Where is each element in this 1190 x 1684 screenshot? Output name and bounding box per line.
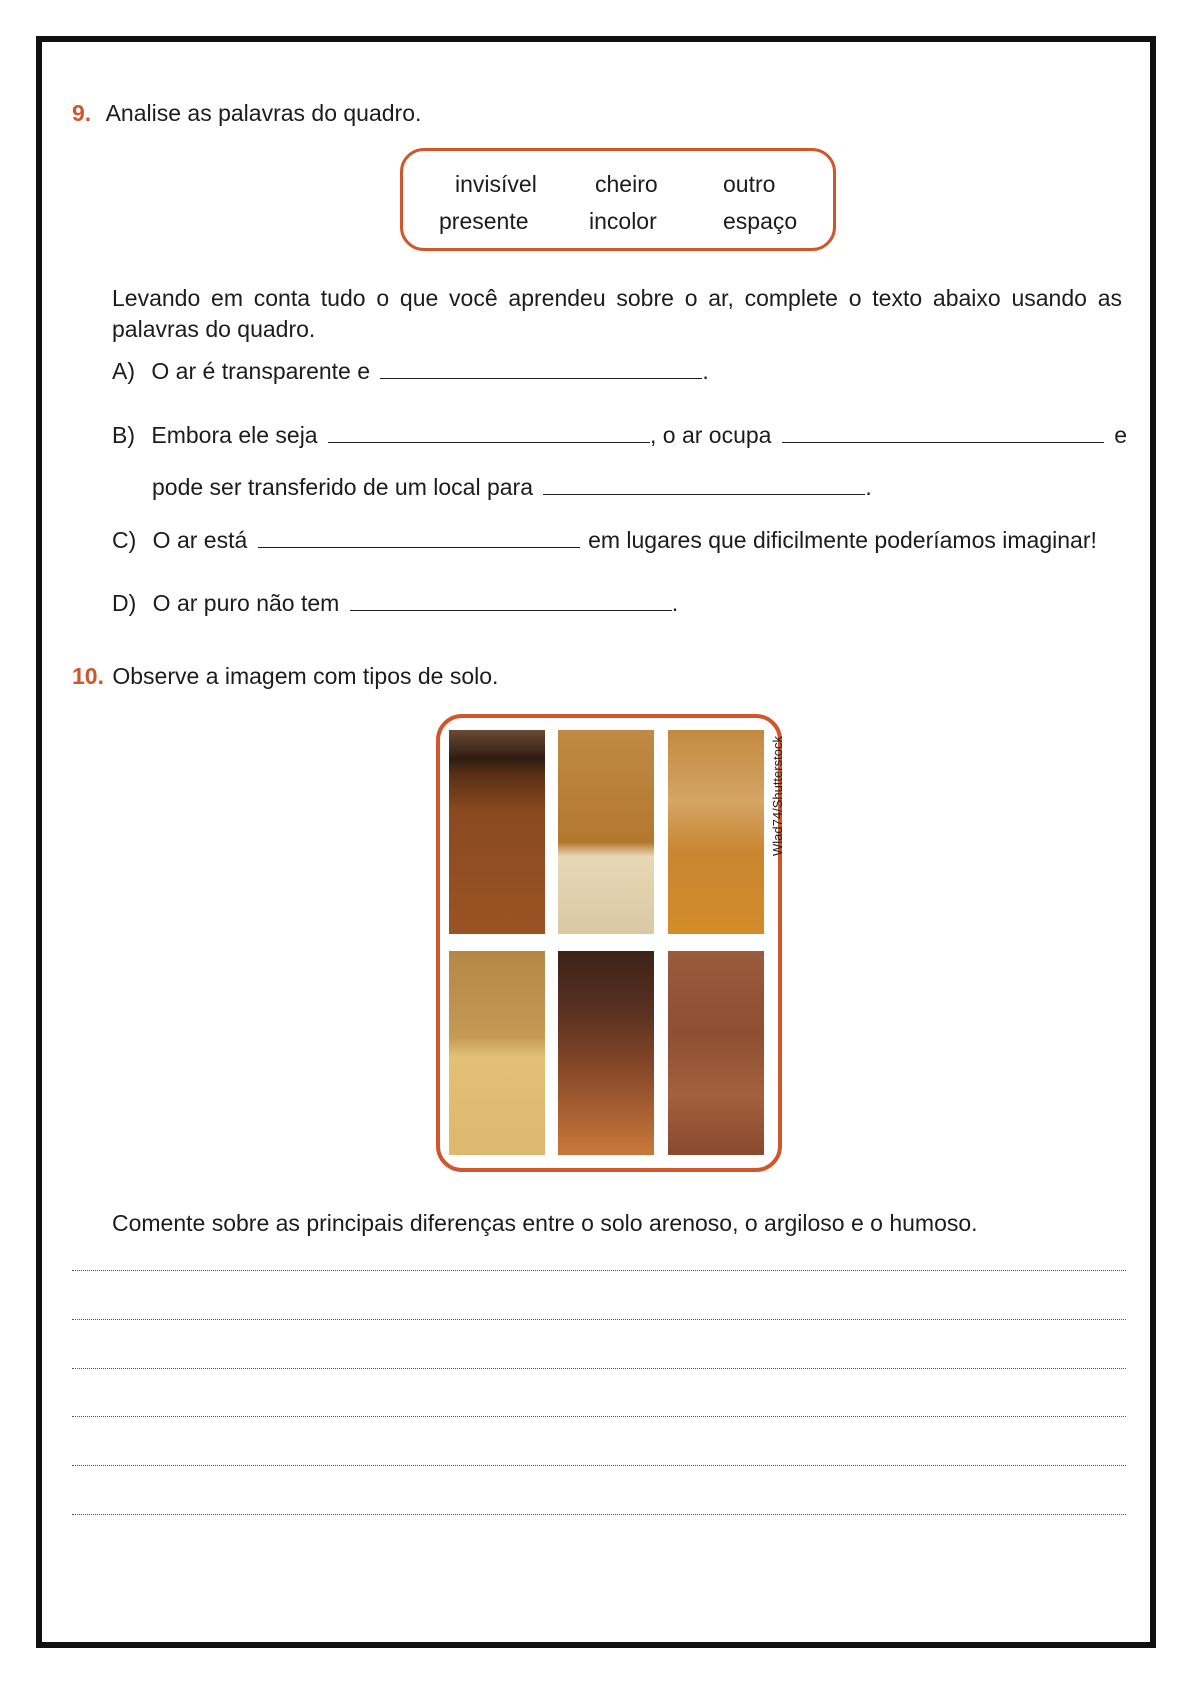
question-title: Observe a imagem com tipos de solo. <box>112 663 499 689</box>
item-end: . <box>671 590 679 616</box>
word-box <box>400 148 836 251</box>
soil-sample-image <box>558 951 654 1155</box>
word: cheiro <box>595 171 658 197</box>
word: espaço <box>723 208 798 234</box>
image-credit: Wlad74/Shutterstock <box>770 736 785 856</box>
instruction-text: Levando em conta tudo o que você aprendeu sobre o ar, complete o texto abaixo usando as palavras do quadro. <box>112 285 1122 342</box>
soil-sample-image <box>558 730 654 934</box>
item-text: O ar é transparente e <box>151 358 371 384</box>
item-text: O ar está <box>152 527 248 553</box>
answer-blank[interactable] <box>350 590 672 611</box>
answer-line[interactable] <box>72 1270 1126 1271</box>
question-9-heading <box>72 100 421 127</box>
word: presente <box>439 208 529 234</box>
answer-blank[interactable] <box>328 422 650 443</box>
answer-line[interactable] <box>72 1319 1126 1320</box>
item-b <box>112 422 1127 449</box>
answer-line[interactable] <box>72 1416 1126 1417</box>
item-d <box>112 590 678 617</box>
question-number: 10. <box>72 663 104 689</box>
answer-line[interactable] <box>72 1368 1126 1369</box>
question-number: 9. <box>72 100 92 126</box>
item-label: B) <box>112 422 135 448</box>
answer-blank[interactable] <box>380 358 702 379</box>
item-text: pode ser transferido de um local para <box>152 474 533 500</box>
item-text: O ar puro não tem <box>152 590 340 616</box>
word: outro <box>723 171 776 197</box>
answer-blank[interactable] <box>543 474 865 495</box>
item-label: C) <box>112 527 137 553</box>
soil-image-frame <box>436 714 782 1172</box>
soil-sample-image <box>668 951 764 1155</box>
item-end: . <box>865 474 872 500</box>
soil-sample-image <box>449 951 545 1155</box>
answer-blank[interactable] <box>782 422 1104 443</box>
item-label: D) <box>112 590 137 616</box>
question-title: Analise as palavras do quadro. <box>105 100 422 126</box>
soil-sample-image <box>668 730 764 934</box>
item-label: A) <box>112 358 135 384</box>
item-text: , o ar ocupa <box>649 422 772 448</box>
item-text: e <box>1114 422 1128 448</box>
item-end: . <box>702 358 709 384</box>
item-text: em lugares que dificilmente poderíamos imaginar! <box>588 527 1097 553</box>
answer-line[interactable] <box>72 1514 1126 1515</box>
question-10-heading <box>72 663 498 690</box>
soil-sample-image <box>449 730 545 934</box>
item-c <box>112 527 1097 554</box>
item-text: Embora ele seja <box>151 422 318 448</box>
word: incolor <box>589 208 657 234</box>
question-10-prompt: Comente sobre as principais diferenças entre o solo arenoso, o argiloso e o humoso. <box>112 1210 978 1236</box>
word: invisível <box>455 171 537 197</box>
item-b-continuation <box>152 474 872 501</box>
answer-blank[interactable] <box>258 527 580 548</box>
answer-line[interactable] <box>72 1465 1126 1466</box>
item-a <box>112 358 709 385</box>
